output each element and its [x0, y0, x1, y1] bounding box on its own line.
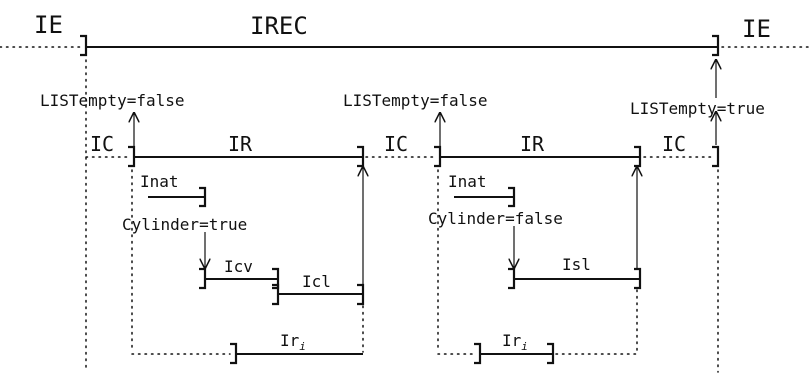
ir-i-2-start-bracket [474, 344, 480, 363]
ir-1-start-bracket [128, 147, 134, 166]
ir-i-2-subscript: i [521, 340, 528, 353]
ir-i-1-subscript: i [299, 340, 306, 353]
icl-label: Icl [302, 272, 331, 291]
ic-3-end-bracket [712, 147, 718, 166]
ir-2-label: IR [520, 132, 545, 156]
ir-1-label: IR [228, 132, 253, 156]
ir-2-start-bracket [434, 147, 440, 166]
ir-i-2-main: Ir [502, 331, 522, 350]
list-empty-false-label-2: LISTempty=false [343, 91, 488, 110]
icv-label: Icv [224, 257, 253, 276]
irec-label: IREC [250, 12, 308, 40]
ie-right-label: IE [742, 15, 771, 43]
inat-1-label: Inat [140, 172, 179, 191]
ir-i-1-main: Ir [280, 331, 300, 350]
ic-3-label: IC [662, 132, 687, 156]
isl-label: Isl [562, 255, 591, 274]
cylinder-false-label: Cylinder=false [428, 209, 563, 228]
isl-start-bracket [508, 269, 514, 288]
inat-2-label: Inat [448, 172, 487, 191]
irec-end-bracket [712, 36, 718, 55]
ic-1-label: IC [90, 132, 115, 156]
ir-i-1-label [280, 331, 306, 353]
ir-i-2-label [502, 331, 528, 353]
icv-start-bracket [199, 269, 205, 288]
list-empty-true-label: LISTempty=true [630, 99, 765, 118]
ir-i-1-start-bracket [230, 344, 236, 363]
cylinder-true-label: Cylinder=true [122, 215, 248, 234]
ie-left-label: IE [34, 11, 63, 39]
list-empty-false-label-1: LISTempty=false [40, 91, 185, 110]
ic-2-label: IC [384, 132, 409, 156]
irec-start-bracket [80, 36, 86, 55]
